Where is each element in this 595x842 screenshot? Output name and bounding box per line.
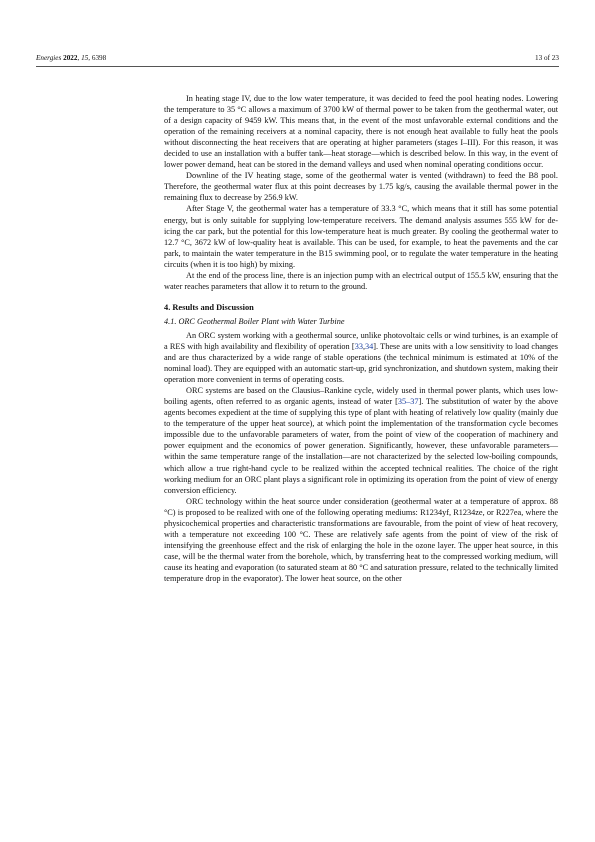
article-body xyxy=(164,93,558,584)
journal-name: Energies xyxy=(36,54,62,62)
page-number: 13 of 23 xyxy=(535,54,559,62)
paragraph-downline: Downline of the IV heating stage, some of the geothermal water is vented (withdrawn) to feed the B8 pool. Therefore, the geothermal water flux at this point decreases by 1.75 kg/s, causing the available thermal power in the remaining flux to decrease by 256.9 kW. xyxy=(164,171,558,203)
citation-separator: , xyxy=(362,341,365,351)
paragraph-injection-pump: At the end of the process line, there is an injection pump with an electrical output of 155.5 kW, ensuring that the water reaches parameters that allow it to return to the ground. xyxy=(164,270,558,291)
section-heading: 4. Results and Discussion xyxy=(164,302,254,312)
journal-volume: 15 xyxy=(81,54,89,62)
para-text: ORC systems are based on the Clausius–Rankine cycle, widely used in thermal power plants, which uses low-boiling agents, often referred to as organic agents, instead of water [ xyxy=(164,386,558,407)
journal-year: 2022 xyxy=(63,54,78,62)
running-head xyxy=(36,54,559,66)
subsection-heading: 4.1. ORC Geothermal Boiler Plant with Water Turbine xyxy=(164,316,345,326)
header-rule xyxy=(36,66,559,67)
paragraph-stage-v: After Stage V, the geothermal water has a temperature of 33.3 °C, which means that it still has some potential energy, but is only suitable for supplying low-temperature receivers. The demand analysis assumes 555 kW for de-icing the car park, but the potential for this low-temperature heat is much greater. By cooling the geothermal water to 12.7 °C, 3672 kW of low-quality heat is available. This can be used, for example, to heat the pavements and the car park, to maintain the water temperature in the B15 swimming pool, or to regulate the water temperature in the heating circuits (when it is too high) by mixing. xyxy=(164,204,558,269)
citation-link[interactable]: 35–37 xyxy=(397,397,419,407)
journal-citation: Energies 2022, 15, 6398 xyxy=(36,54,107,62)
paragraph-clausius-rankine xyxy=(164,385,558,495)
paragraph-orc-system xyxy=(164,330,558,385)
citation-link[interactable]: 33 xyxy=(354,341,363,351)
article-number: 6398 xyxy=(91,54,107,62)
paragraph-heating-stage-iv: In heating stage IV, due to the low water temperature, it was decided to feed the pool heating nodes. Lowering the temperature to 35 °C allows a maximum of 3700 kW of thermal power to be taken from the geothermal water, out of a design capacity of 9459 kW. This means that, in the event of the most unfavorable external conditions and the operation of the remaining receivers at a nominal capacity, there is not enough heat available to fully heat the pools without disconnecting the heat receivers that are operating at higher parameters (stages I–III). For this reason, it was decided to use an installation with a buffer tank—heat storage—which is described below. In this way, in the event of lower power demand, heat can be stored in the demand valleys and used when nominal operating conditions occur. xyxy=(164,94,558,170)
para-text: ]. These are units with a low sensitivity to load changes and are thus characterized by a wide range of stable operations (the technical minimum is estimated at 10% of the nominal load). They are equipped with an automatic start-up, grid synchronization, and shutdown system, making their operation more convenient in terms of operating costs. xyxy=(164,341,558,385)
citation-link[interactable]: 34 xyxy=(365,341,374,351)
para-text: An ORC system working with a geothermal source, unlike photovoltaic cells or wind turbines, is an example of a RES with high availability and flexibility of operation [ xyxy=(164,330,558,351)
paragraph-orc-technology: ORC technology within the heat source under consideration (geothermal water at a temperature of approx. 88 °C) is proposed to be realized with one of the following operating mediums: R1234yf, R1234ze, or R227ea, where the physicochemical properties and characteristic transformations are favourable, from the point of view of heat recovery, with a temperature not exceeding 100 °C. These are relatively safe agents from the point of view of the risk of intensifying the greenhouse effect and the risk of enlarging the hole in the ozone layer. The upper heat source, in this case, will be the thermal water from the borehole, which, by transferring heat to the compressed working medium, will cause its heating and evaporation (to saturated steam at 80 °C and saturation pressure, related to the technically limited temperature drop in the evaporator). The lower heat source, on the other xyxy=(164,496,558,583)
para-text: ]. The substitution of water by the above agents becomes expedient at the time of supplying this type of plant with heating of relatively low quality (mainly due to the temperature of the upper heat source), at which point the implementation of the transformation cycle becomes impossible due to the unfavorable parameters of water, from the point of view of the cooperation of machinery and power equipment and the economics of power generation. Significantly, however, these unfavorable parameters—within the same temperature range of the installation—are not characterized by the selected low-boiling compounds, which allow a true right-hand cycle to be realized within the accepted technical realities. The choice of the right working medium for an ORC plant plays a significant role in optimizing its operation from the point of view of energy conversion efficiency. xyxy=(164,397,558,495)
